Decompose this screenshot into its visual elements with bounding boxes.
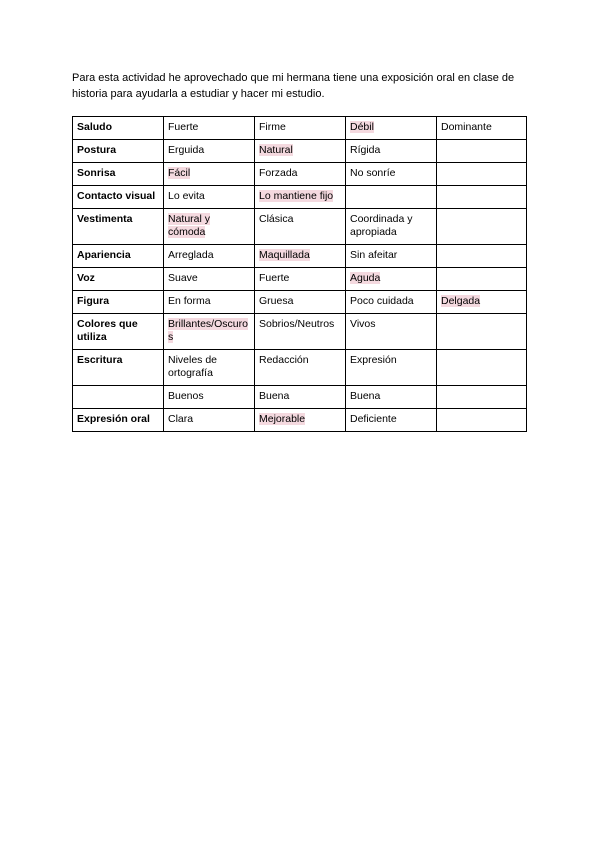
row-label-cell bbox=[73, 140, 164, 163]
highlighted-option: Débil bbox=[350, 121, 374, 133]
table-cell bbox=[164, 163, 255, 186]
table-cell bbox=[346, 117, 437, 140]
option-text: Sin afeitar bbox=[350, 249, 398, 261]
row-label-cell bbox=[73, 268, 164, 291]
option-text: Sobrios/Neutros bbox=[259, 318, 335, 330]
row-label-cell bbox=[73, 291, 164, 314]
table-row bbox=[73, 268, 527, 291]
table-row bbox=[73, 209, 527, 245]
table-cell bbox=[346, 140, 437, 163]
row-label: Escritura bbox=[77, 354, 123, 366]
table-cell bbox=[437, 350, 527, 386]
table-cell bbox=[346, 245, 437, 268]
table-cell bbox=[164, 314, 255, 350]
table-cell bbox=[255, 350, 346, 386]
option-text: Dominante bbox=[441, 121, 492, 133]
table-cell bbox=[164, 117, 255, 140]
row-label: Vestimenta bbox=[77, 213, 133, 225]
table-cell bbox=[437, 314, 527, 350]
table-cell bbox=[255, 409, 346, 432]
table-cell bbox=[437, 268, 527, 291]
option-text: No sonríe bbox=[350, 167, 396, 179]
table-cell bbox=[437, 409, 527, 432]
table-row bbox=[73, 186, 527, 209]
table-cell bbox=[164, 140, 255, 163]
option-text: Suave bbox=[168, 272, 198, 284]
highlighted-option: Delgada bbox=[441, 295, 481, 307]
row-label-cell bbox=[73, 409, 164, 432]
highlighted-option: Natural y cómoda bbox=[168, 213, 211, 238]
table-cell bbox=[255, 268, 346, 291]
table-cell bbox=[164, 291, 255, 314]
option-text: Expresión bbox=[350, 354, 397, 366]
row-label-cell bbox=[73, 245, 164, 268]
table-cell bbox=[346, 314, 437, 350]
table-cell bbox=[437, 163, 527, 186]
highlighted-option: Fácil bbox=[168, 167, 191, 179]
table-cell bbox=[164, 350, 255, 386]
option-text: Firme bbox=[259, 121, 286, 133]
option-text: Buena bbox=[259, 390, 290, 402]
table-cell bbox=[346, 386, 437, 409]
highlighted-option: Maquillada bbox=[259, 249, 310, 261]
evaluation-table-body bbox=[73, 117, 527, 432]
option-text: Niveles de ortografía bbox=[168, 354, 218, 379]
table-cell bbox=[346, 268, 437, 291]
table-row bbox=[73, 140, 527, 163]
table-cell bbox=[164, 186, 255, 209]
highlighted-option: Brillantes/Oscuros bbox=[168, 318, 248, 343]
table-cell bbox=[437, 117, 527, 140]
table-row bbox=[73, 350, 527, 386]
table-cell bbox=[164, 245, 255, 268]
option-text: Fuerte bbox=[168, 121, 199, 133]
table-cell bbox=[255, 163, 346, 186]
table-cell bbox=[346, 291, 437, 314]
row-label-cell bbox=[73, 314, 164, 350]
row-label-cell bbox=[73, 350, 164, 386]
table-row bbox=[73, 409, 527, 432]
table-cell bbox=[255, 209, 346, 245]
row-label-cell bbox=[73, 209, 164, 245]
option-text: Lo evita bbox=[168, 190, 205, 202]
table-cell bbox=[164, 409, 255, 432]
table-cell bbox=[255, 291, 346, 314]
table-cell bbox=[164, 386, 255, 409]
table-cell bbox=[346, 409, 437, 432]
option-text: Forzada bbox=[259, 167, 298, 179]
table-cell bbox=[437, 386, 527, 409]
table-cell bbox=[255, 117, 346, 140]
row-label-cell bbox=[73, 117, 164, 140]
row-label-cell bbox=[73, 186, 164, 209]
highlighted-option: Aguda bbox=[350, 272, 381, 284]
row-label: Figura bbox=[77, 295, 110, 307]
option-text: Erguida bbox=[168, 144, 205, 156]
option-text: Buenos bbox=[168, 390, 204, 402]
table-cell bbox=[437, 291, 527, 314]
option-text: En forma bbox=[168, 295, 211, 307]
row-label: Sonrisa bbox=[77, 167, 116, 179]
row-label: Colores que utiliza bbox=[77, 318, 138, 343]
row-label-cell bbox=[73, 386, 164, 409]
row-label: Postura bbox=[77, 144, 117, 156]
option-text: Vivos bbox=[350, 318, 376, 330]
row-label: Expresión oral bbox=[77, 413, 150, 425]
table-cell bbox=[255, 314, 346, 350]
row-label: Voz bbox=[77, 272, 95, 284]
table-row bbox=[73, 291, 527, 314]
table-cell bbox=[255, 245, 346, 268]
highlighted-option: Natural bbox=[259, 144, 293, 156]
intro-paragraph: Para esta actividad he aprovechado que mi hermana tiene una exposición oral en clase de historia para ayudarla a estudiar y hacer mi estudio. bbox=[72, 72, 515, 100]
option-text: Coordinada y apropiada bbox=[350, 213, 413, 238]
row-label-cell bbox=[73, 163, 164, 186]
option-text: Buena bbox=[350, 390, 381, 402]
option-text: Clara bbox=[168, 413, 194, 425]
table-row bbox=[73, 245, 527, 268]
table-cell bbox=[164, 209, 255, 245]
evaluation-table bbox=[72, 116, 527, 432]
option-text: Redacción bbox=[259, 354, 309, 366]
table-cell bbox=[255, 140, 346, 163]
table-cell bbox=[437, 209, 527, 245]
table-cell bbox=[346, 350, 437, 386]
table-row bbox=[73, 117, 527, 140]
table-cell bbox=[164, 268, 255, 291]
option-text: Poco cuidada bbox=[350, 295, 414, 307]
highlighted-option: Lo mantiene fijo bbox=[259, 190, 334, 202]
table-cell bbox=[346, 209, 437, 245]
table-cell bbox=[346, 186, 437, 209]
option-text: Clásica bbox=[259, 213, 294, 225]
row-label: Apariencia bbox=[77, 249, 131, 261]
table-cell bbox=[255, 386, 346, 409]
table-cell bbox=[437, 186, 527, 209]
highlighted-option: Mejorable bbox=[259, 413, 306, 425]
table-row bbox=[73, 314, 527, 350]
row-label: Saludo bbox=[77, 121, 113, 133]
table-cell bbox=[437, 245, 527, 268]
option-text: Gruesa bbox=[259, 295, 294, 307]
option-text: Rígida bbox=[350, 144, 381, 156]
option-text: Arreglada bbox=[168, 249, 214, 261]
table-cell bbox=[346, 163, 437, 186]
table-cell bbox=[437, 140, 527, 163]
option-text: Fuerte bbox=[259, 272, 290, 284]
table-cell bbox=[255, 186, 346, 209]
row-label: Contacto visual bbox=[77, 190, 156, 202]
table-row bbox=[73, 163, 527, 186]
table-row bbox=[73, 386, 527, 409]
option-text: Deficiente bbox=[350, 413, 397, 425]
